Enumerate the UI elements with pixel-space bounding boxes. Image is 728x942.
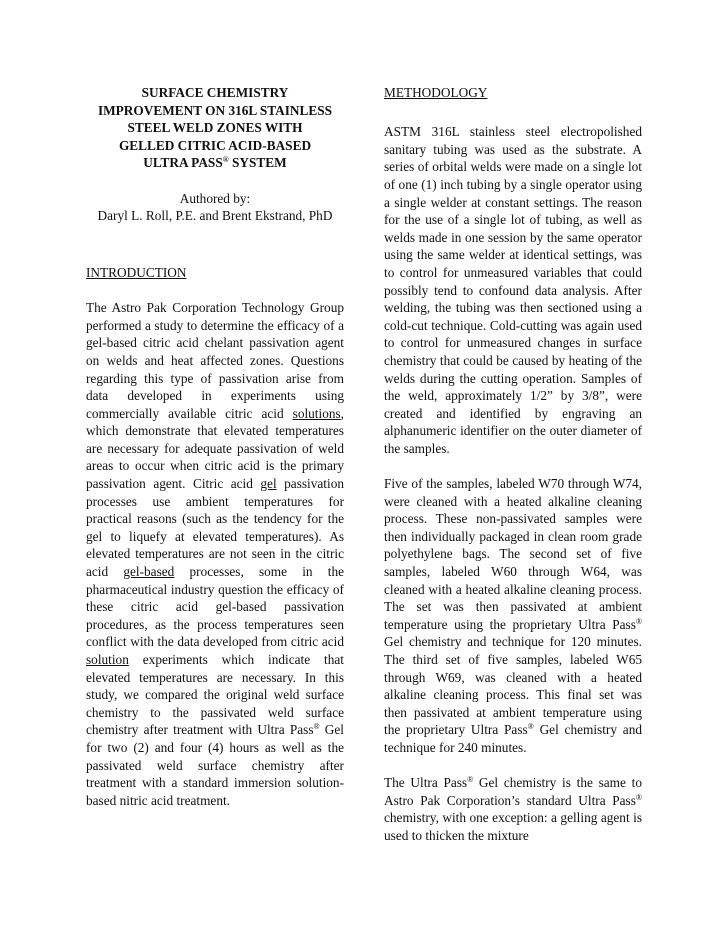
underlined-term: solutions	[292, 405, 341, 421]
registered-mark: ®	[635, 616, 642, 626]
registered-mark: ®	[635, 792, 642, 802]
body-text: Five of the samples, labeled W70 through W74, were cleaned with a heated alkaline cleaning process. These non-passivated samples were then individually packaged in clean room grade polyethylene bags. The second set of five samples, labeled W60 through W64, was cleaned with a heated alkaline cleaning process. The set was then passivated at ambient temperature using the proprietary Ultra Pass	[384, 476, 642, 632]
body-text: , which demonstrate that elevated temperatures are necessary for adequate passivation of weld areas to occur when citric acid is the primary passivation agent. Citric acid	[86, 405, 344, 492]
body-text: Gel chemistry is the same to Astro Pak Corporation’s standard Ultra Pass	[384, 775, 642, 808]
body-text: experiments which indicate that elevated temperatures are necessary. In this study, we compared the original weld surface chemistry to the passivated weld surface chemistry after treatment with Ultra Pass	[86, 652, 344, 738]
title-line	[86, 154, 344, 172]
registered-mark: ®	[222, 155, 229, 165]
registered-mark: ®	[467, 775, 474, 785]
title-line: STEEL WELD ZONES WITH	[127, 120, 303, 136]
title-line: GELLED CITRIC ACID-BASED	[118, 137, 312, 153]
underlined-term: gel-based	[123, 564, 175, 580]
registered-mark: ®	[313, 722, 320, 732]
body-text: Gel chemistry and technique for 240 minutes.	[384, 722, 642, 755]
methodology-paragraph	[384, 475, 642, 757]
left-column	[86, 84, 344, 809]
body-text: Gel chemistry and technique for 120 minutes. The third set of five samples, labeled W65 through W69, was cleaned with a heated alkaline cleaning process. This final set was then passivated at ambient temperature using the proprietary Ultra Pass	[384, 634, 642, 738]
title-line: IMPROVEMENT ON 316L STAINLESS	[97, 102, 333, 118]
body-text: passivation processes use ambient temperatures for practical reasons (such as the tendency for the gel to liquefy at elevated temperatures). As elevated temperatures are not seen in the citric acid	[86, 476, 344, 580]
body-text: chemistry, with one exception: a gelling agent is used to thicken the mixture	[384, 810, 642, 843]
title-text: ULTRA PASS	[143, 155, 223, 171]
authored-by-label: Authored by:	[179, 190, 251, 206]
methodology-heading: METHODOLOGY	[384, 85, 488, 100]
introduction-paragraph	[86, 299, 344, 809]
author-names: Daryl L. Roll, P.E. and Brent Ekstrand, PhD	[97, 208, 333, 224]
body-text: Gel for two (2) and four (4) hours as well as the passivated weld surface chemistry after treatment with a standard immersion solution-based nitric acid treatment.	[86, 722, 344, 808]
registered-mark: ®	[527, 722, 534, 732]
title-line: SURFACE CHEMISTRY	[141, 85, 289, 100]
title-text: SYSTEM	[228, 155, 287, 171]
body-text: The Ultra Pass	[384, 775, 468, 791]
body-text: processes, some in the pharmaceutical industry question the efficacy of these citric acid gel-based passivation procedures, as the process temperatures seen conflict with the data developed from citric acid	[86, 564, 344, 650]
introduction-heading: INTRODUCTION	[86, 264, 187, 280]
body-text: The Astro Pak Corporation Technology Group performed a study to determine the efficacy of a gel-based citric acid chelant passivation agent on welds and heat affected zones. Questions regarding this type of passivation arise from data developed in experiments using commercially available citric acid	[86, 300, 344, 421]
methodology-paragraph	[384, 774, 642, 844]
methodology-paragraph: ASTM 316L stainless steel electropolished sanitary tubing was used as the substrate. A series of orbital welds were made on a single lot of one (1) inch tubing by a single operator using a single welder at constant settings. The reason for the use of a single lot of tubing, as well as welds made in one session by the same operator using the same welder at identical settings, was to control for unmeasured variables that could possibly tend to confound data analysis. After welding, the tubing was then sectioned using a cold-cut technique. Cold-cutting was again used to control for unmeasured changes in surface chemistry that could be caused by heating of the welds during the cutting operation. Samples of the weld, approximately 1/2” by 3/8”, were created and identified by engraving an alphanumeric identifier on the outer diameter of the samples.	[384, 124, 642, 456]
underlined-term: gel	[260, 476, 277, 492]
underlined-term: solution	[86, 652, 129, 667]
right-column	[384, 84, 642, 845]
paper-title	[86, 84, 344, 172]
